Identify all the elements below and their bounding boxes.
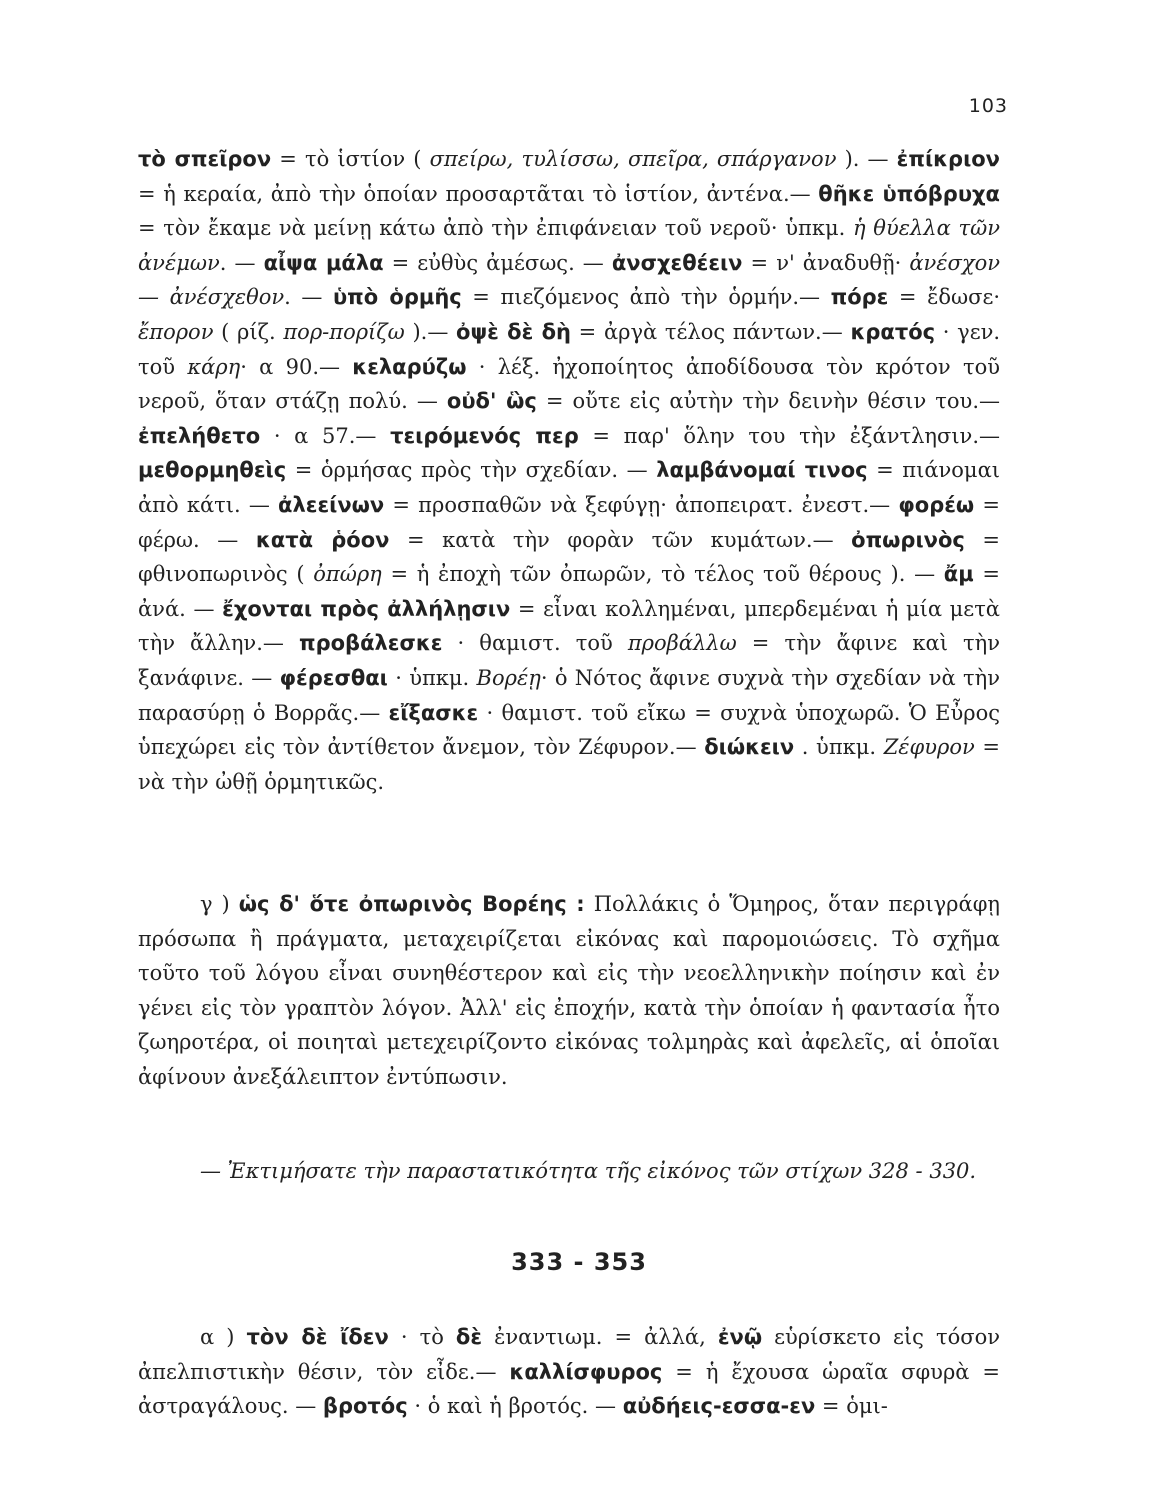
- body-text: = ἀργὰ τέλος πάντων.—: [570, 319, 851, 344]
- body-text: = φέρω. —: [138, 492, 1000, 552]
- body-text: ( ρίζ.: [213, 319, 284, 344]
- body-text: · λέξ. ἠχοποίητος ἀποδίδουσα τὸν κρότον τοῦ νεροῦ, ὅταν στάζῃ πολύ. —: [138, 354, 1001, 414]
- body-text: = ἡ κεραία, ἀπὸ τὴν ὁποίαν προσαρτᾶται τὸ ἱστίον, ἀντένα.—: [138, 181, 819, 206]
- lemma-term: οὐδ' ὣς: [446, 389, 537, 414]
- body-text: = τὴν ἄφινε καὶ τὴν ξανάφινε. —: [138, 631, 1000, 690]
- lemma-term: ἐνῷ: [717, 1325, 763, 1349]
- body-text: · θαμιστ. τοῦ εἴκω = συχνὰ ὑποχωρῶ. Ὁ Εὖρος ὑπεχώρει εἰς τὸν ἀντίθετον ἄνεμον, τὸν Ζέφυρον.—: [138, 700, 1000, 760]
- lemma-term: διώκειν: [704, 735, 795, 760]
- lemma-term: αὐδήεις-εσσα-εν: [622, 1394, 816, 1419]
- page-number: 103: [968, 95, 1008, 117]
- commentary-paragraph-2: [138, 887, 1000, 1095]
- lemma-term: καλλίσφυρος: [509, 1359, 663, 1384]
- lemma-term: ἀλεείνων: [278, 492, 385, 517]
- lemma-term: ὀπωρινὸς: [851, 527, 965, 552]
- section-heading-lines: 333 - 353: [511, 1248, 647, 1276]
- body-text: = οὔτε εἰς αὐτὴν τὴν δεινὴν θέσιν του.—: [536, 389, 1000, 414]
- lemma-term: ἐπελήθετο: [138, 423, 261, 448]
- body-text: = ἀνά. —: [138, 562, 1000, 621]
- body-text: = ἡ ἐποχὴ τῶν ὀπωρῶν, τὸ τέλος τοῦ θέρους ). —: [381, 562, 944, 587]
- body-text: = νὰ τὴν ὠθῇ ὁρμητικῶς.: [138, 735, 1000, 794]
- lemma-term: λαμβάνομαί τινος: [656, 458, 868, 483]
- body-text: = ν' ἀναδυθῇ·: [742, 250, 910, 275]
- body-text: α ): [200, 1325, 247, 1349]
- body-text: ἐναντιωμ. = ἀλλά,: [482, 1325, 718, 1349]
- body-text: = παρ' ὅλην του τὴν ἐξάντλησιν.—: [578, 423, 1000, 448]
- body-text: ).—: [404, 319, 457, 344]
- lemma-term: φορέω: [898, 492, 975, 517]
- italic-phrase: ἀνέσχον — ἀνέσχεθον: [138, 250, 1000, 310]
- body-text: γ ): [200, 892, 239, 916]
- body-text: · ὁ Νότος ἄφινε συχνὰ τὴν σχεδίαν νὰ τὴν παρασύρῃ ὁ Βορρᾶς.—: [138, 665, 1000, 725]
- italic-phrase: κάρη: [187, 354, 241, 379]
- lemma-term: ἀνσχεθέειν: [611, 250, 743, 275]
- body-text: . ὑπκμ.: [794, 735, 884, 760]
- italic-phrase: ἔπορον: [138, 319, 214, 344]
- body-text: = φθινοπωρινὸς (: [138, 527, 1000, 587]
- body-text: = κατὰ τὴν φορὰν τῶν κυμάτων.—: [389, 527, 852, 552]
- body-text: = ἡ ἔχουσα ὡραῖα σφυρὰ = ἀστραγάλους. —: [138, 1359, 1000, 1419]
- italic-phrase: προβάλλω: [627, 631, 737, 656]
- lemma-term: ὑπὸ ὁρμῆς: [332, 285, 462, 310]
- body-text: = τὸν ἔκαμε νὰ μείνῃ κάτω ἀπὸ τὴν ἐπιφάνειαν τοῦ νεροῦ· ὑπκμ.: [138, 216, 854, 241]
- lemma-term: φέρεσθαι: [279, 665, 388, 690]
- lemma-term: κελαρύζω: [352, 354, 467, 379]
- lemma-term: τειρόμενός περ: [390, 423, 579, 448]
- lemma-term: προβάλεσκε: [298, 631, 443, 656]
- lemma-term: ὀψὲ δὲ δὴ: [456, 319, 571, 344]
- body-text: = ἔδωσε·: [888, 285, 1001, 310]
- lemma-term: κατὰ ῥόον: [255, 527, 390, 552]
- lemma-term: δὲ: [455, 1325, 483, 1349]
- lemma-term: ἄμ: [943, 562, 974, 587]
- italic-phrase: ἡ θύελλα τῶν ἀνέμων: [138, 216, 1000, 275]
- lemma-term: ὡς δ' ὅτε ὀπωρινὸς Βορέης :: [238, 892, 585, 916]
- body-text: = πιεζόμενος ἀπὸ τὴν ὁρμήν.—: [461, 285, 831, 310]
- lemma-term: βροτός: [322, 1394, 408, 1419]
- lemma-term: ἐπίκριον: [896, 147, 1000, 171]
- italic-phrase: Ζέφυρον: [883, 735, 975, 760]
- italic-phrase: Βορέῃ: [476, 665, 541, 690]
- lemma-term: θῆκε ὑπόβρυχα: [818, 181, 1000, 206]
- body-text: = πιάνομαι ἀπὸ κάτι. —: [138, 458, 1000, 517]
- body-text: · ὁ καὶ ἡ βροτός. —: [407, 1394, 623, 1419]
- body-text: · θαμιστ. τοῦ: [442, 631, 628, 656]
- glossary-paragraph-4: [138, 1320, 1000, 1424]
- body-text: = προσπαθῶν νὰ ξεφύγῃ· ἀποπειρατ. ἐνεστ.—: [384, 492, 899, 517]
- body-text: . —: [219, 250, 264, 275]
- lemma-term: τὸ σπεῖρον: [138, 147, 272, 171]
- body-text: = τὸ ἱστίον (: [271, 147, 430, 171]
- lemma-term: κρατός: [850, 319, 936, 344]
- body-text: · ὑπκμ.: [387, 665, 477, 690]
- italic-phrase: σπείρω, τυλίσσω, σπεῖρα, σπάργανον: [429, 147, 837, 171]
- italic-phrase: πορ-πορίζω: [283, 319, 405, 344]
- lemma-term: εἴξασκε: [388, 700, 479, 725]
- body-text: ). —: [836, 147, 897, 171]
- glossary-paragraph-1: [138, 142, 1000, 799]
- italic-phrase: — Ἐκτιμήσατε τὴν παραστατικότητα τῆς εἰκόνος τῶν στίχων 328 - 330.: [200, 1159, 977, 1183]
- body-text: . —: [284, 285, 333, 310]
- body-text: = εὐθὺς ἀμέσως. —: [383, 250, 612, 275]
- lemma-term: ἔχονται πρὸς ἀλλήλῃσιν: [222, 596, 511, 621]
- body-text: εὑρίσκετο εἰς τόσον ἀπελπιστικὴν θέσιν, τὸν εἶδε.—: [138, 1325, 1000, 1384]
- exercise-paragraph-3: [138, 1154, 1000, 1189]
- body-text: Πολλάκις ὁ Ὅμηρος, ὅταν περιγράφῃ πρόσωπα ἢ πράγματα, μεταχειρίζεται εἰκόνας καὶ παρομοιώσεις. Τὸ σχῆμα τοῦτο τοῦ λόγου εἶναι συνηθέστερον καὶ εἰς τὴν νεοελληνικὴν ποίησιν καὶ ἐν γένει εἰς τὸν γραπτὸν λόγον. Ἀλλ' εἰς ἐποχήν, κατὰ τὴν ὁποίαν ἡ φαντασία ἦτο ζωηροτέρα, οἱ ποιηταὶ μετεχειρίζοντο εἰκόνας τολμηρὰς καὶ ἀφελεῖς, αἱ ὁποῖαι ἀφίνουν ἀνεξάλειπτον ἐντύπωσιν.: [138, 892, 1000, 1089]
- italic-phrase: ὀπώρη: [313, 562, 382, 587]
- body-text: = ὁμι-: [815, 1394, 888, 1419]
- body-text: · τὸ: [388, 1325, 456, 1349]
- lemma-term: μεθορμηθεὶς: [138, 458, 287, 483]
- body-text: = ὁρμήσας πρὸς τὴν σχεδίαν. —: [286, 458, 657, 483]
- body-text: = εἶναι κολλημέναι, μπερδεμέναι ἡ μία μετὰ τὴν ἄλλην.—: [138, 596, 1000, 656]
- body-text: · γεν. τοῦ: [138, 319, 1001, 379]
- lemma-term: τὸν δὲ ἴδεν: [246, 1325, 389, 1349]
- body-text: · α 57.—: [260, 423, 391, 448]
- lemma-term: αἶψα μάλα: [263, 250, 384, 275]
- lemma-term: πόρε: [830, 285, 889, 310]
- body-text: · α 90.—: [240, 354, 353, 379]
